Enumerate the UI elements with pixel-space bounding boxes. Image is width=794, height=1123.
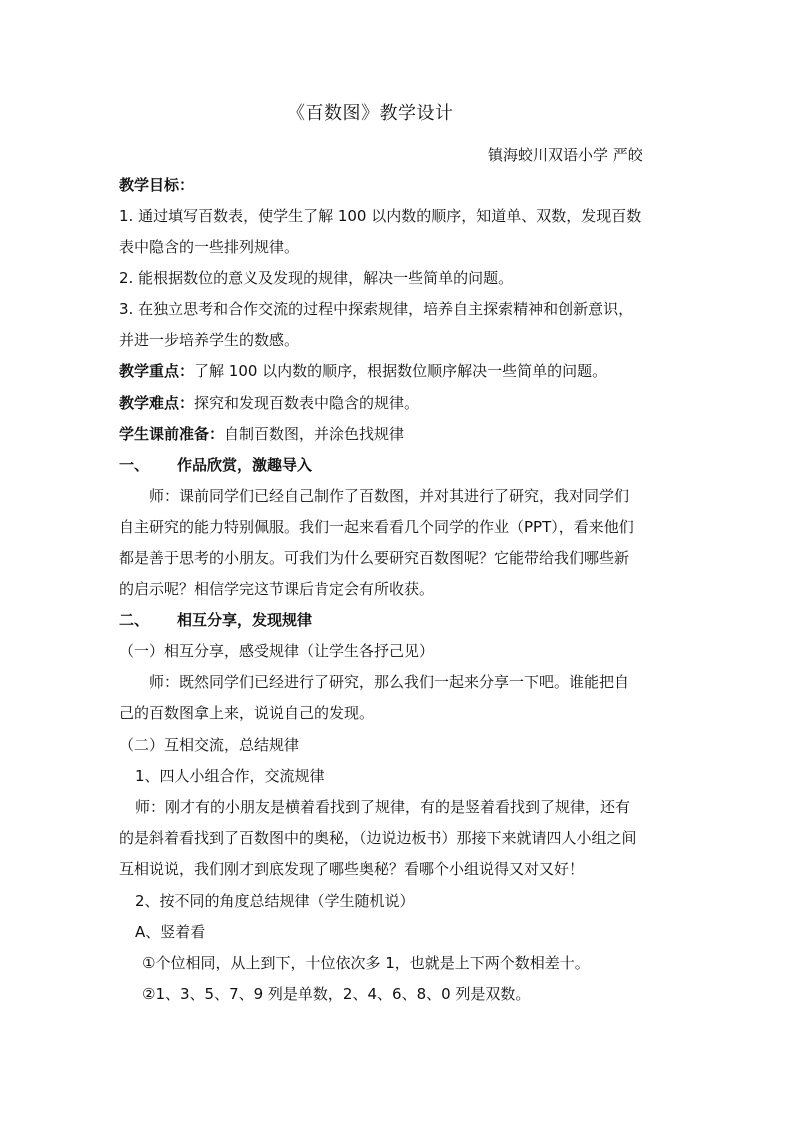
difficulty-text: 探究和发现百数表中隐含的规律。	[194, 394, 420, 412]
goal-1-line-b: 表中隐含的一些排列规律。	[119, 238, 300, 256]
preparation	[119, 424, 404, 444]
goal-1-line-a: 1. 通过填写百数表，使学生了解 100 以内数的顺序，知道单、双数，发现百数	[119, 207, 642, 225]
author-line: 镇海蛟川双语小学 严皎	[488, 146, 643, 164]
item-1-para-line-b: 的是斜着看找到了百数图中的奥秘，（边说边板书）那接下来就请四人小组之间	[119, 829, 637, 847]
item-1-para-line-a: 师：刚才有的小朋友是横着看找到了规律，有的是竖着看找到了规律，还有	[135, 798, 631, 816]
section-1-para-line-c: 都是善于思考的小朋友。可我们为什么要研究百数图呢？它能带给我们哪些新	[119, 549, 630, 567]
key-point	[119, 361, 607, 381]
item-a: A、竖着看	[135, 923, 206, 941]
section-1-title: 作品欣赏，激趣导入	[177, 456, 313, 474]
goal-3-line-a: 3. 在独立思考和合作交流的过程中探索规律，培养自主探索精神和创新意识，	[119, 300, 634, 318]
key-point-label: 教学重点：	[119, 362, 195, 380]
preparation-label: 学生课前准备：	[119, 425, 225, 443]
difficulty-point	[119, 393, 419, 413]
page-title: 《百数图》教学设计	[287, 103, 454, 124]
point-a1: ①个位相同，从上到下，十位依次多 1，也就是上下两个数相差十。	[142, 954, 590, 972]
section-1-para-line-b: 自主研究的能力特别佩服。我们一起来看看几个同学的作业（PPT），看来他们	[119, 518, 634, 536]
goal-2: 2. 能根据数位的意义及发现的规律，解决一些简单的问题。	[119, 269, 514, 287]
section-2-number: 二、	[119, 611, 150, 629]
point-a2: ②1、3、5、7、9 列是单数，2、4、6、8、0 列是双数。	[142, 985, 531, 1003]
subsection-1-para-line-b: 己的百数图拿上来，说说自己的发现。	[119, 704, 375, 722]
section-1-para-line-a: 师：课前同学们已经自己制作了百数图，并对其进行了研究，我对同学们	[149, 487, 630, 505]
key-point-text: 了解 100 以内数的顺序，根据数位顺序解决一些简单的问题。	[194, 362, 608, 380]
section-1-number: 一、	[119, 456, 150, 474]
subsection-2: （二）互相交流，总结规律	[119, 736, 300, 754]
section-1-para-line-d: 的启示呢？相信学完这节课后肯定会有所收获。	[119, 580, 435, 598]
section-2-title: 相互分享，发现规律	[177, 611, 313, 629]
preparation-text: 自制百数图，并涂色找规律	[224, 425, 405, 443]
item-2: 2、按不同的角度总结规律（学生随机说）	[135, 892, 415, 910]
item-1-para-line-c: 互相说说，我们刚才到底发现了哪些奥秘？看哪个小组说得又对又好！	[119, 860, 585, 878]
goals-heading: 教学目标：	[119, 176, 195, 194]
goal-3-line-b: 并进一步培养学生的数感。	[119, 331, 300, 349]
difficulty-label: 教学难点：	[119, 394, 195, 412]
item-1: 1、四人小组合作，交流规律	[135, 767, 325, 785]
subsection-1-para-line-a: 师：既然同学们已经进行了研究，那么我们一起来分享一下吧。谁能把自	[149, 673, 630, 691]
subsection-1: （一）相互分享，感受规律（让学生各抒己见）	[119, 642, 435, 660]
